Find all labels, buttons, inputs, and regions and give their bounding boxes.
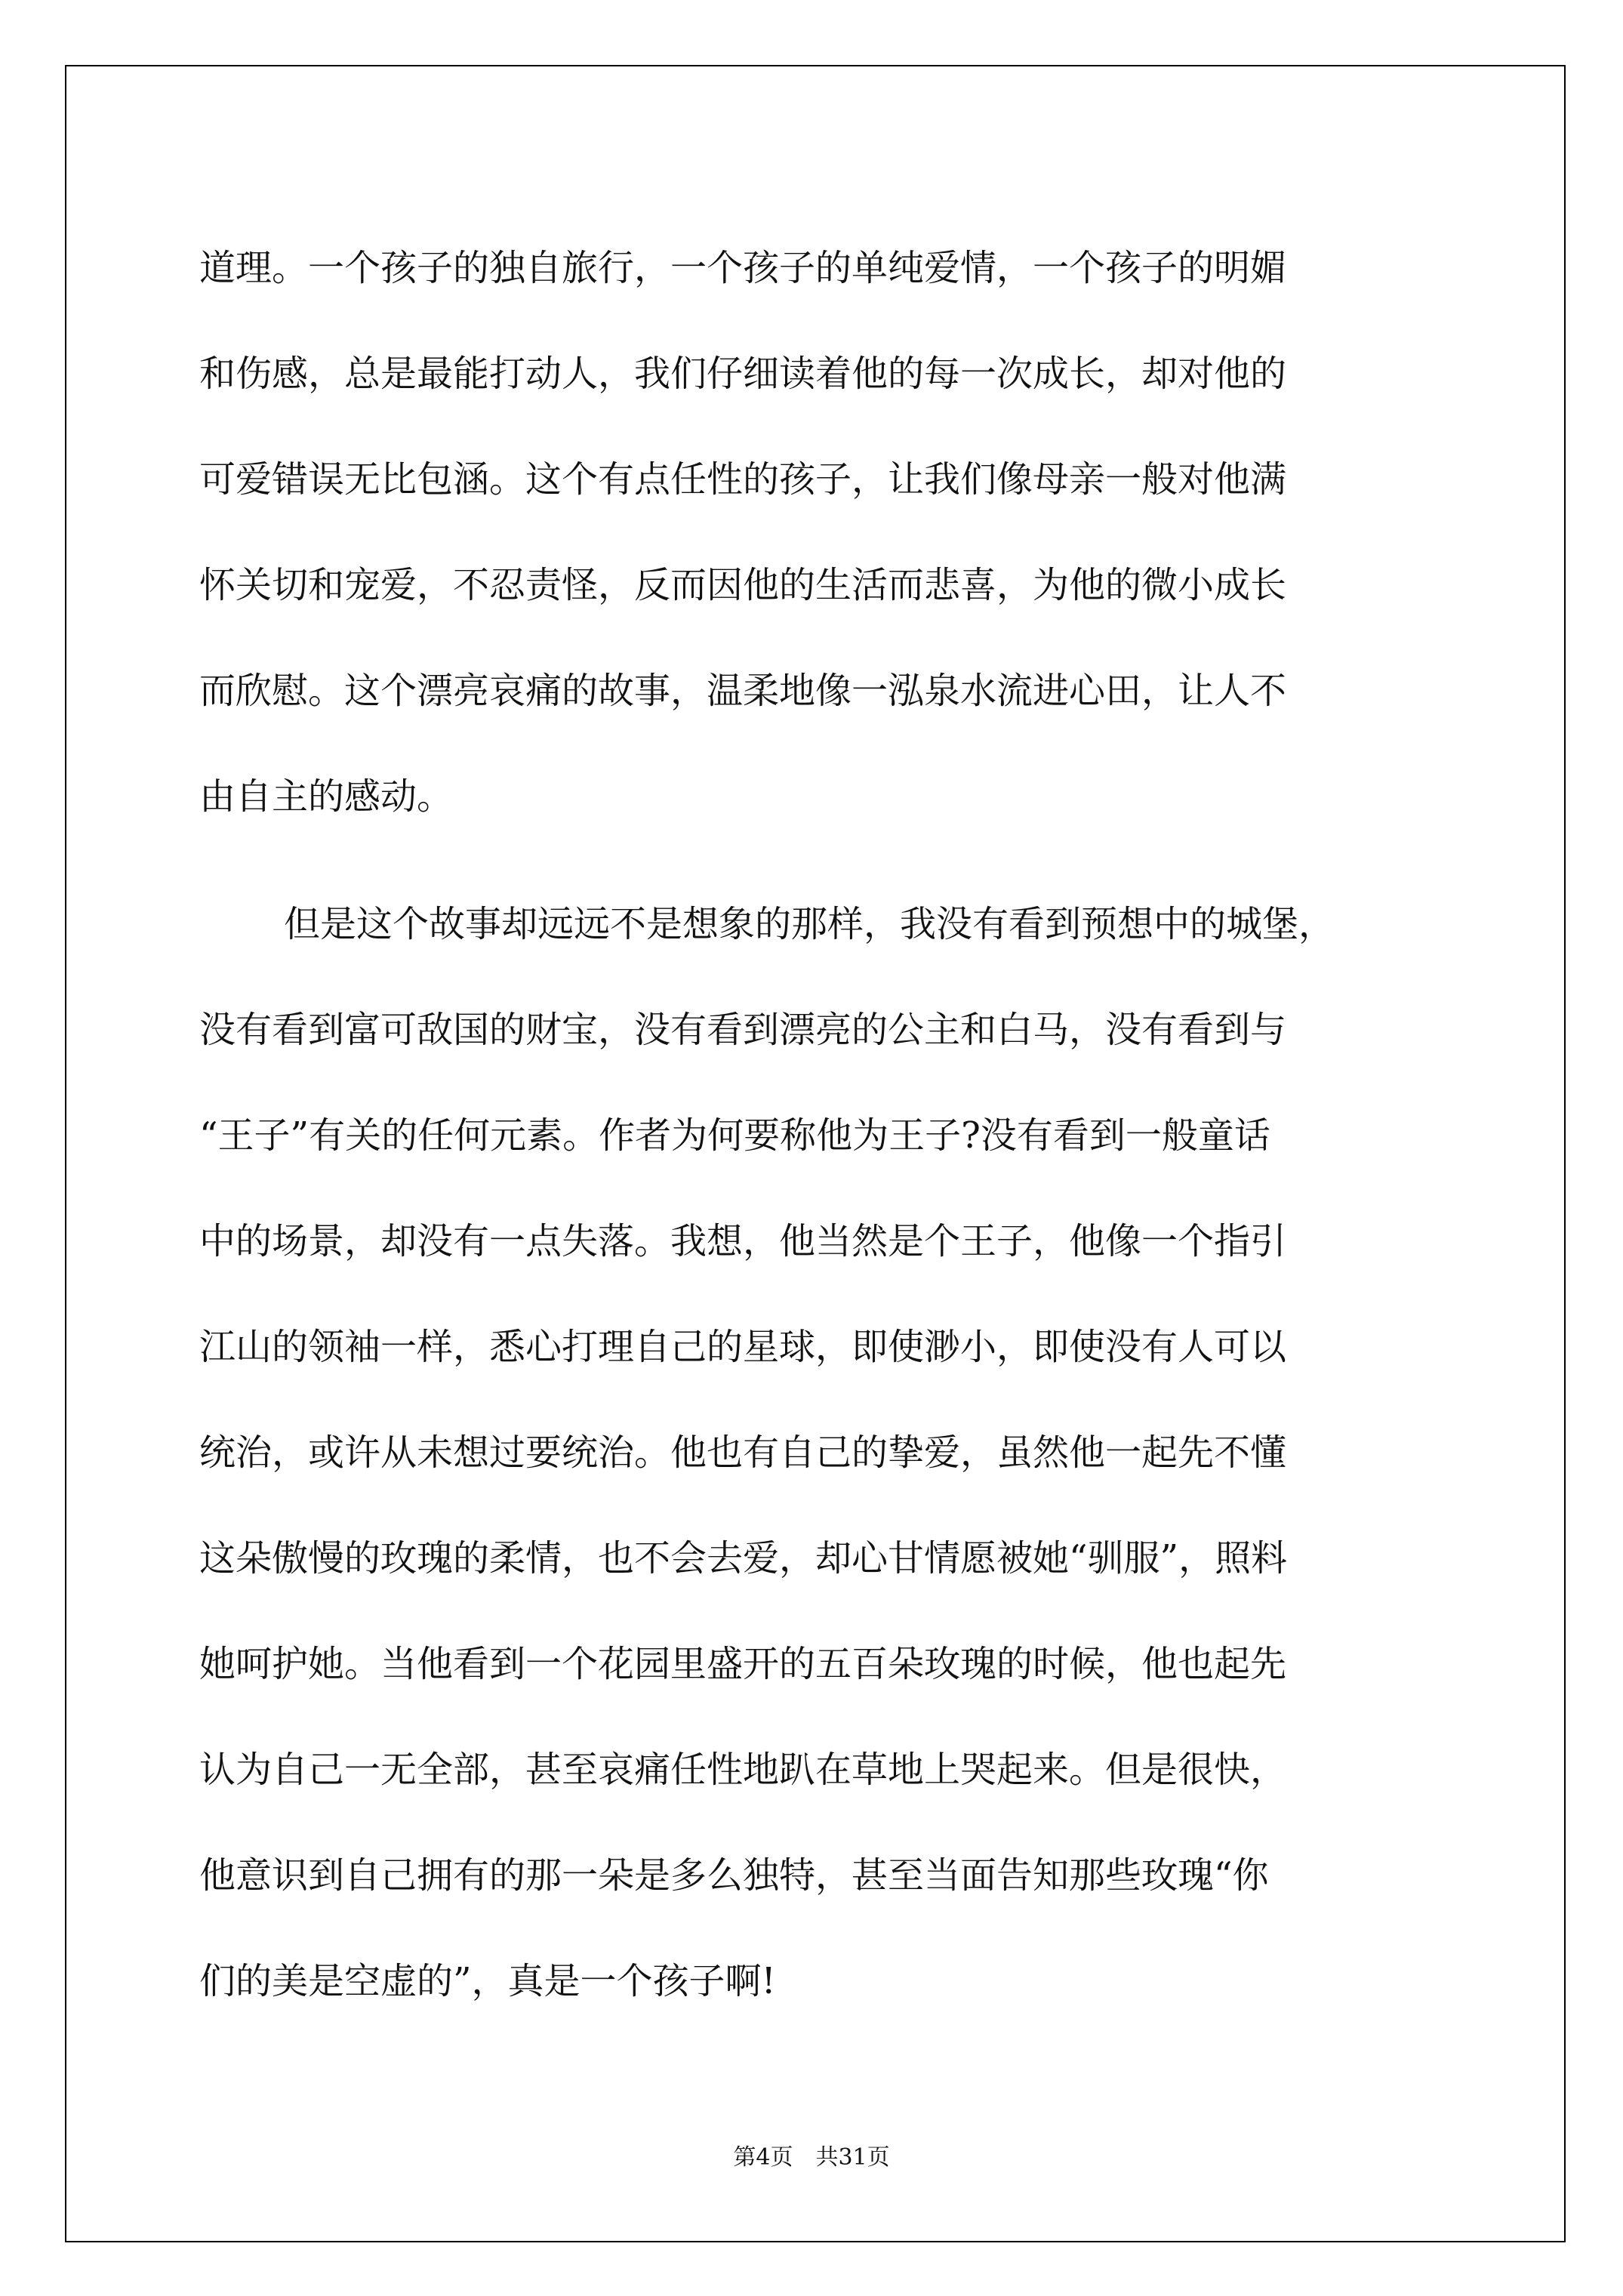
text-line: 认为自己一无全部，甚至哀痛任性地趴在草地上哭起来。但是很快， [199,1749,1287,1791]
text-line: 没有看到富可敌国的财宝，没有看到漂亮的公主和白马，没有看到与 [199,1009,1287,1051]
text-line: 可爱错误无比包涵。这个有点任性的孩子，让我们像母亲一般对他满 [199,458,1287,501]
text-line: 道理。一个孩子的独自旅行，一个孩子的单纯爱情，一个孩子的明媚 [199,247,1287,289]
paragraph-2 [199,871,1439,2034]
page-footer: 第4页 共31页 [733,2144,890,2171]
text-line: “王子”有关的任何元素。作者为何要称他为王子?没有看到一般童话 [199,1114,1270,1157]
text-line: 江山的领袖一样，悉心打理自己的星球，即使渺小，即使没有人可以 [199,1326,1287,1368]
text-line: 她呵护她。当他看到一个花园里盛开的五百朵玫瑰的时候，他也起先 [199,1643,1287,1685]
text-line: 们的美是空虚的”，真是一个孩子啊! [199,1960,776,2002]
text-line: 怀关切和宠爱，不忍责怪，反而因他的生活而悲喜，为他的微小成长 [199,564,1287,606]
text-line: 由自主的感动。 [199,775,454,818]
text-line: 而欣慰。这个漂亮哀痛的故事，温柔地像一泓泉水流进心田，让人不 [199,670,1287,712]
text-line: 他意识到自己拥有的那一朵是多么独特，甚至当面告知那些玫瑰“你 [199,1854,1269,1897]
document-body [199,215,1439,2056]
paragraph-1 [199,215,1439,849]
text-line: 这朵傲慢的玫瑰的柔情，也不会去爱，却心甘情愿被她“驯服”，照料 [199,1537,1288,1579]
text-line: 中的场景，却没有一点失落。我想，他当然是个王子，他像一个指引 [199,1220,1287,1262]
text-line: 但是这个故事却远远不是想象的那样，我没有看到预想中的城堡， [284,903,1335,945]
text-line: 和伤感，总是最能打动人，我们仔细读着他的每一次成长，却对他的 [199,353,1287,395]
text-line: 统治，或许从未想过要统治。他也有自己的挚爱，虽然他一起先不懂 [199,1432,1287,1474]
